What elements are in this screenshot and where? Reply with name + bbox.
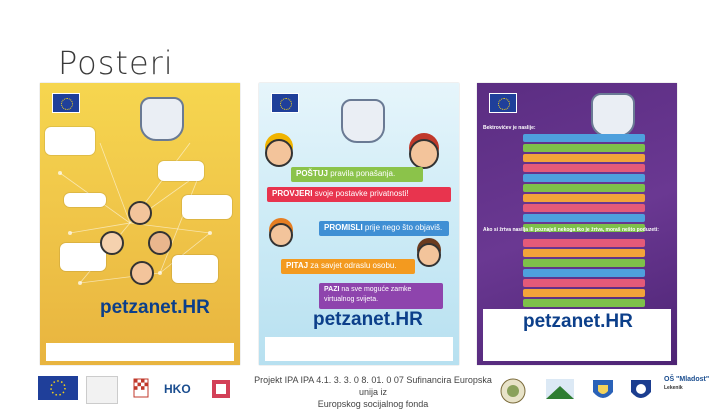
hko-logo: HKO: [164, 382, 191, 396]
partner-logo: [626, 376, 656, 406]
poster-brand: petzanet.HR: [100, 297, 210, 318]
eu-flag-icon: [489, 93, 517, 113]
partner-logo: [588, 376, 618, 406]
info-row: [523, 259, 645, 267]
rule-banner: PITAJ za savjet odraslu osobu.: [281, 259, 415, 274]
child-avatar: [100, 231, 124, 255]
hand-icon: [341, 99, 385, 143]
slide-title: Posteri: [58, 44, 174, 82]
rule-banner: PROMISLI prije nego što objaviš.: [319, 221, 449, 236]
eu-flag-icon: [38, 376, 78, 400]
croatia-coat-icon: [126, 376, 156, 402]
child-avatar: [148, 231, 172, 255]
shield-icon: [626, 376, 656, 406]
section-heading: Ako si žrtva nasilja ili poznaješ nekoga tko je žrtva, moraš nešto poduzeti:: [483, 227, 659, 233]
ministry-icon: [206, 376, 236, 402]
poster-right: [477, 83, 677, 365]
info-row: [523, 289, 645, 297]
poster-brand: petzanet.HR: [313, 309, 423, 330]
child-avatar: [269, 223, 293, 247]
speech-bubble: [182, 195, 232, 219]
speech-bubble: [60, 243, 106, 271]
poster-left: [40, 83, 240, 365]
rule-banner: PROVJERI svoje postavke privatnosti!: [267, 187, 451, 202]
speech-bubble: [45, 127, 95, 155]
info-row: [523, 184, 645, 192]
hand-icon: [140, 97, 184, 141]
info-row: [523, 144, 645, 152]
info-row: [523, 214, 645, 222]
poster-footer-strip: [46, 343, 234, 361]
project-funding-text: Projekt IPA IPA 4.1. 3. 3. 0 8. 01. 0 07 Sufinancira Europska unija iz Europskog socijalnog fonda: [254, 375, 492, 409]
info-row: [523, 239, 645, 247]
ministry-logo: [206, 376, 236, 402]
info-row: [523, 134, 645, 142]
child-avatar: [128, 201, 152, 225]
child-avatar: [265, 139, 293, 167]
info-row: [523, 194, 645, 202]
poster-brand: petzanet.HR: [523, 311, 633, 332]
sigurnih-pet-logo: [323, 91, 395, 157]
speech-bubble: [64, 193, 106, 207]
partner-logo: [540, 376, 580, 406]
info-row: [523, 279, 645, 287]
esf-logo: [86, 376, 118, 404]
child-avatar: [417, 243, 441, 267]
speech-bubble: [158, 161, 204, 181]
info-row: [523, 269, 645, 277]
info-row: [523, 164, 645, 172]
speech-bubble: [172, 255, 218, 283]
school-logo: OŠ "Mladost" Lekenik: [664, 376, 710, 391]
info-row: [523, 154, 645, 162]
info-row: [523, 204, 645, 212]
eu-stars-icon: [38, 376, 78, 400]
poster-footer-strip: [265, 337, 453, 361]
eu-flag-icon: [52, 93, 80, 113]
coat-of-arms-icon: [126, 376, 156, 402]
lovran-icon: [540, 376, 580, 406]
section-heading: Bektrovićev je naslije:: [483, 125, 536, 131]
sigurnih-pet-logo: [120, 89, 192, 155]
hand-icon: [591, 93, 635, 137]
child-avatar: [130, 261, 154, 285]
rule-banner: POŠTUJ pravila ponašanja.: [291, 167, 423, 182]
eu-flag-icon: [271, 93, 299, 113]
rule-banner: PAZI na sve moguće zamke virtualnog svijeta.: [319, 283, 443, 309]
info-row: [523, 174, 645, 182]
child-avatar: [409, 139, 439, 169]
info-row: [523, 249, 645, 257]
poster-middle: [259, 83, 459, 365]
shield-icon: [588, 376, 618, 406]
info-row: [523, 299, 645, 307]
